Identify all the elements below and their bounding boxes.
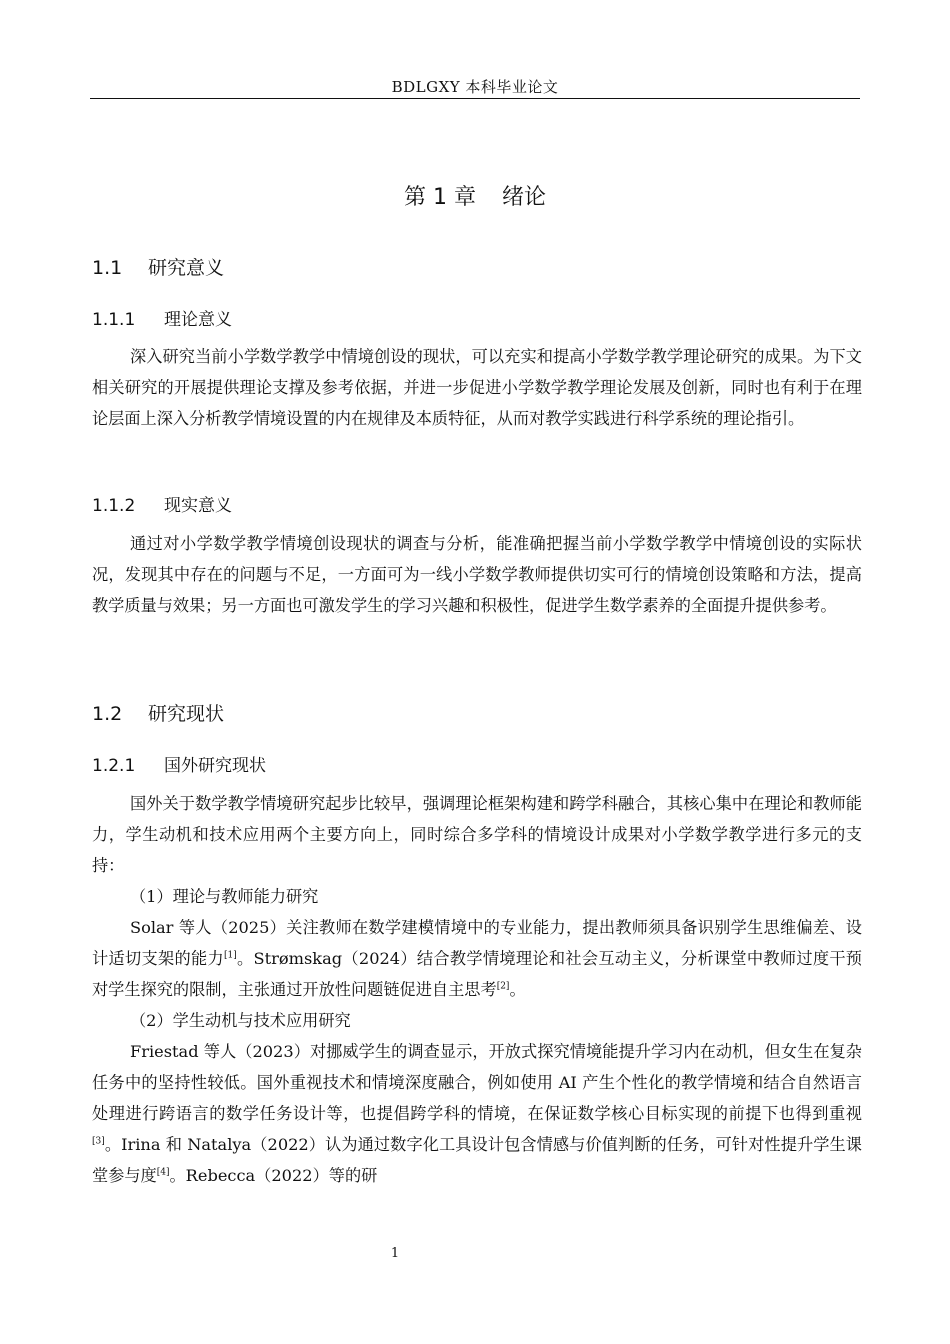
text-span: Friestad 等人（2023）对挪威学生的调查显示，开放式探究情境能提升学习内在动机，但女生在复杂任务中的坚持性较低。国外重视技术和情境深度融合，例如使用 AI 产生个性化的教学情境和结合自然语言处理进行跨语言的数学任务设计等，也提倡跨学科的情境，在保证数学核心目标实现的前提下也得到重视 xyxy=(92,1042,862,1123)
citation-ref: [2] xyxy=(496,981,510,992)
list-heading-2: （2）学生动机与技术应用研究 xyxy=(130,1011,351,1030)
chapter-title: 绪论 xyxy=(501,185,546,210)
citation-ref: [1] xyxy=(223,950,237,961)
section-number: 1.2 xyxy=(92,703,123,725)
section-heading-1-2 xyxy=(92,699,224,726)
subsection-title: 现实意义 xyxy=(164,496,232,516)
subsection-number: 1.1.1 xyxy=(92,310,136,330)
paragraph-friestad xyxy=(92,1036,862,1191)
section-title: 研究意义 xyxy=(148,257,225,279)
citation-ref: [3] xyxy=(92,1136,105,1147)
text-span: 。 xyxy=(509,980,526,999)
text-span: Solar 等人（2025）关注教师在数学建模情境中的专业能力，提出教师须具备识别学生思维偏差、设计适切支架的能力 xyxy=(92,918,862,968)
text-span: 。Rebecca（2022）等的研 xyxy=(169,1166,378,1185)
chapter-number: 第 1 章 xyxy=(404,185,476,210)
subsection-number: 1.1.2 xyxy=(92,496,136,516)
subsection-number: 1.2.1 xyxy=(92,756,136,776)
subsection-title: 理论意义 xyxy=(164,310,232,330)
subsection-heading-1-1-1 xyxy=(92,305,232,330)
section-heading-1-1 xyxy=(92,253,224,280)
text-span: 。Strømskag（2024）结合教学情境理论和社会互动主义，分析课堂中教师过度干预对学生探究的限制，主张通过开放性问题链促进自主思考 xyxy=(92,949,862,999)
paragraph-solar xyxy=(92,912,862,1005)
section-number: 1.1 xyxy=(92,257,123,279)
list-heading-1: （1）理论与教师能力研究 xyxy=(130,887,319,906)
running-header: BDLGXY 本科毕业论文 xyxy=(391,78,559,96)
paragraph-practice: 通过对小学数学教学情境创设现状的调查与分析，能准确把握当前小学数学教学中情境创设的实际状况，发现其中存在的问题与不足，一方面可为一线小学数学教师提供切实可行的情境创设策略和方法，提高教学质量与效果；另一方面也可激发学生的学习兴趣和积极性，促进学生数学素养的全面提升提供参考。 xyxy=(92,534,862,615)
chapter-heading xyxy=(90,180,860,211)
page-number: 1 xyxy=(390,1246,400,1261)
subsection-title: 国外研究现状 xyxy=(164,756,266,776)
paragraph-theory: 深入研究当前小学数学教学中情境创设的现状，可以充实和提高小学数学教学理论研究的成果。为下文相关研究的开展提供理论支撑及参考依据，并进一步促进小学数学教学理论发展及创新，同时也有利于在理论层面上深入分析教学情境设置的内在规律及本质特征，从而对教学实践进行科学系统的理论指引。 xyxy=(92,347,862,428)
header-rule xyxy=(90,98,860,99)
text-span: 。Irina 和 Natalya（2022）认为通过数字化工具设计包含情感与价值判断的任务，可针对性提升学生课堂参与度 xyxy=(92,1135,862,1185)
subsection-heading-1-1-2 xyxy=(92,491,232,516)
section-title: 研究现状 xyxy=(148,703,225,725)
paragraph-foreign-intro: 国外关于数学教学情境研究起步比较早，强调理论框架构建和跨学科融合，其核心集中在理论和教师能力，学生动机和技术应用两个主要方向上，同时综合多学科的情境设计成果对小学数学教学进行多元的支持： xyxy=(92,794,862,875)
citation-ref: [4] xyxy=(156,1167,170,1178)
subsection-heading-1-2-1 xyxy=(92,751,266,776)
